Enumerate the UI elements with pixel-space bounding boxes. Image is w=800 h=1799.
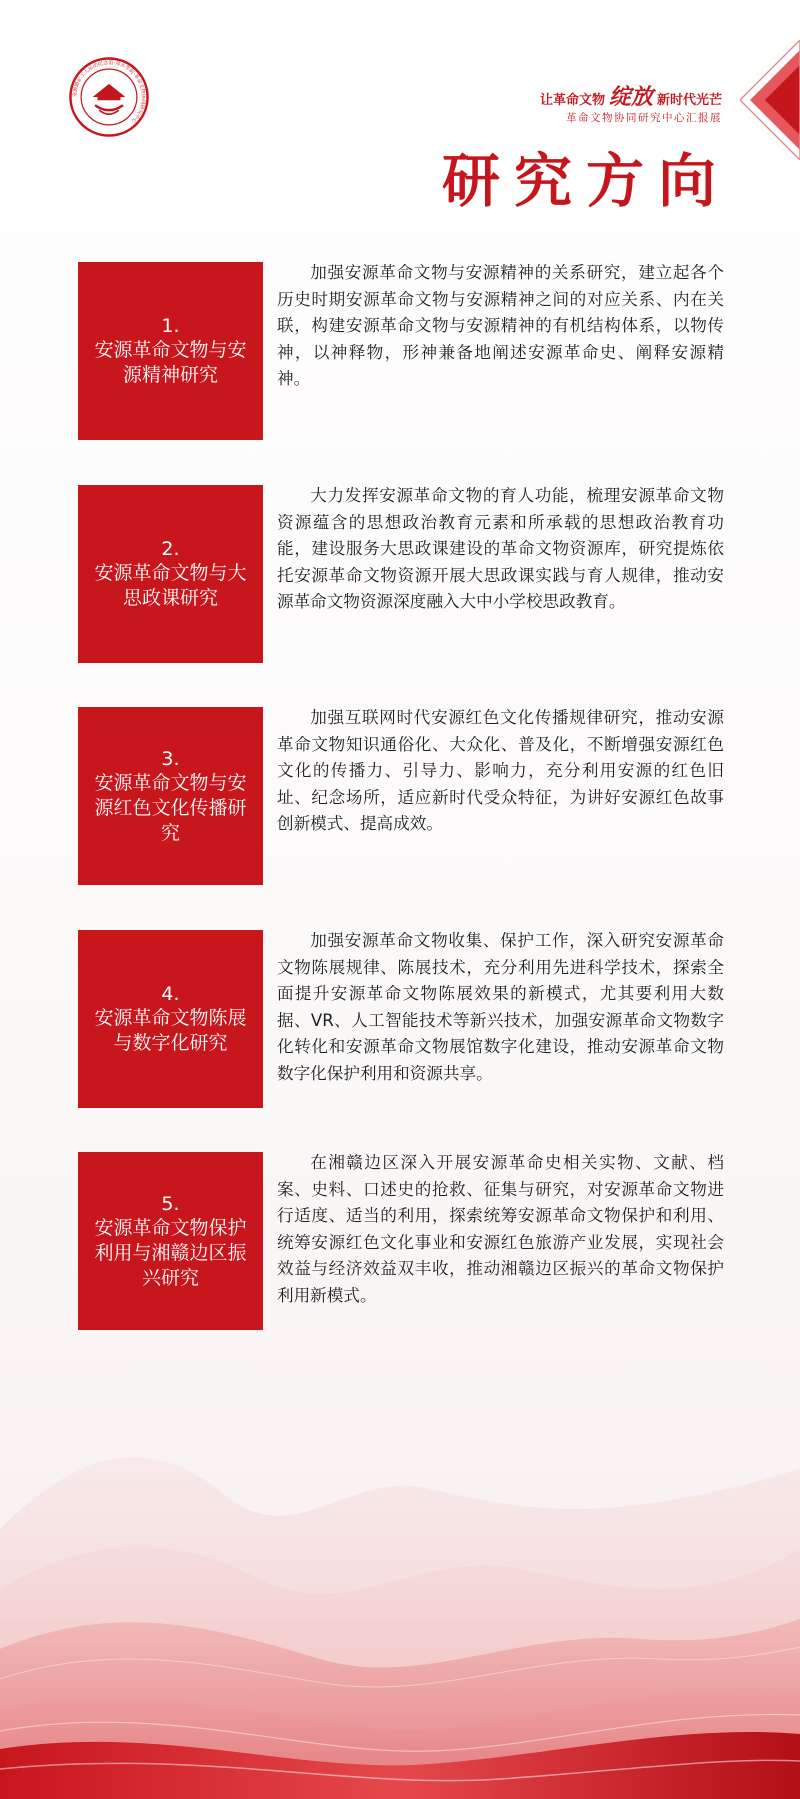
section-description: 加强互联网时代安源红色文化传播规律研究，推动安源革命文物知识通俗化、大众化、普及化，不断增强安源红色文化的传播力、引导力、影响力，充分利用安源的红色旧址、纪念场所，适应新时代受众特征，为讲好安源红色故事创新模式、提高成效。 [277, 708, 724, 833]
header-slogan [540, 80, 722, 111]
section-label-box [78, 1152, 263, 1330]
seal-ring-text: 安源路矿工人运动纪念馆·萍乡学院·革命文物协同研究中心 [72, 60, 146, 125]
header-subtitle: 革命文物协同研究中心汇报展 [566, 112, 722, 124]
section-number: 1. [161, 315, 180, 337]
section-number: 4. [161, 983, 180, 1005]
slogan-highlight: 绽放 [608, 84, 653, 110]
section-description: 大力发挥安源革命文物的育人功能，梳理安源革命文物资源蕴含的思想政治教育元素和所承载的思想政治教育功能，建设服务大思政课建设的革命文物资源库，研究提炼依托安源革命文物资源开展大思政课实践与育人规律，推动安源革命文物资源深度融入大中小学校思政教育。 [277, 486, 724, 611]
research-section-2 [78, 485, 724, 663]
research-section-5 [78, 1152, 724, 1330]
slogan-suffix: 新时代光芒 [656, 93, 722, 108]
slogan-prefix: 让革命文物 [539, 93, 605, 108]
corner-decoration-icon [740, 40, 800, 160]
section-description: 加强安源革命文物收集、保护工作，深入研究安源革命文物陈展规律、陈展技术，充分利用先进科学技术，探索全面提升安源革命文物陈展效果的新模式，尤其要利用大数据、VR、人工智能技术等新兴技术，加强安源革命文物数字化转化和安源革命文物展馆数字化建设，推动安源革命文物数字化保护利用和资源共享。 [277, 931, 724, 1083]
section-label: 安源革命文物保护利用与湘赣边区振兴研究 [94, 1216, 247, 1289]
research-section-4 [78, 930, 724, 1108]
page-title: 研究方向 [441, 147, 730, 215]
section-description: 在湘赣边区深入开展安源革命史相关实物、文献、档案、史料、口述史的抢救、征集与研究，对安源革命文物进行适度、适当的利用，探索统筹安源革命文物保护和利用、统筹安源红色文化事业和安源红色旅游产业发展，实现社会效益与经济效益双丰收，推动湘赣边区振兴的革命文物保护利用新模式。 [277, 1153, 724, 1305]
section-label-box [78, 707, 263, 885]
section-number: 5. [161, 1192, 180, 1215]
research-section-1 [78, 262, 724, 440]
seal-logo-icon [68, 56, 150, 138]
section-label-box [78, 262, 263, 440]
section-label-box [78, 930, 263, 1108]
section-label-box [78, 485, 263, 663]
red-wave-landscape-icon [0, 1379, 800, 1799]
research-section-3 [78, 707, 724, 885]
section-label: 安源革命文物与安源红色文化传播研究 [94, 771, 247, 844]
section-description: 加强安源革命文物与安源精神的关系研究，建立起各个历史时期安源革命文物与安源精神之间的对应关系、内在关联，构建安源革命文物与安源精神的有机结构体系，以物传神，以神释物，形神兼备地阐述安源革命史、阐释安源精神。 [277, 263, 724, 388]
section-label: 安源革命文物与安源精神研究 [94, 339, 247, 386]
section-number: 2. [161, 538, 180, 560]
section-label: 安源革命文物陈展与数字化研究 [94, 1007, 247, 1054]
section-number: 3. [161, 747, 180, 770]
section-label: 安源革命文物与大思政课研究 [94, 562, 247, 609]
